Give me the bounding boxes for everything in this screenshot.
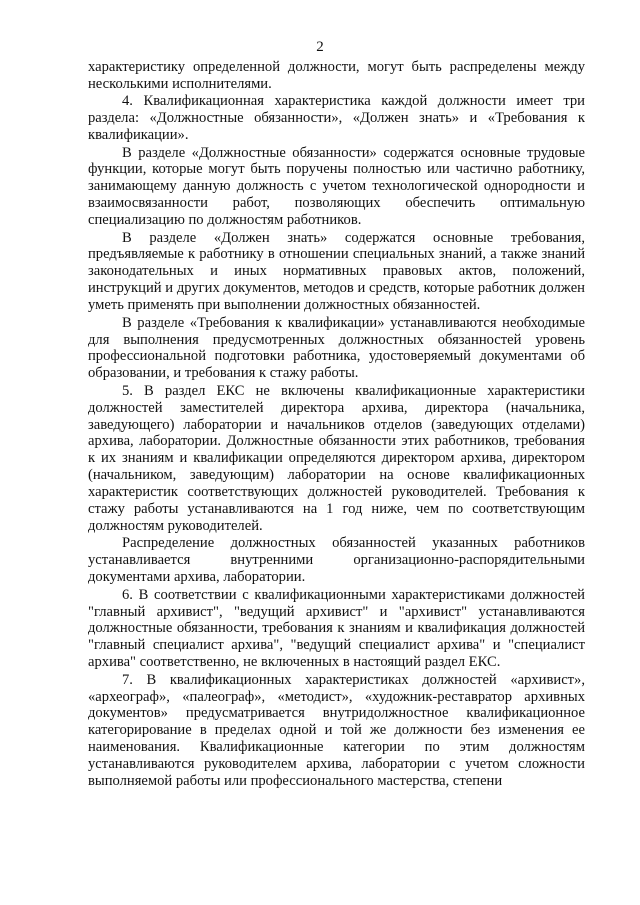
paragraph-item-6: 6. В соответствии с квалификационными характеристиками должностей "главный архивист", "ведущий архивист" и "архивист" устанавливаются должностные обязанности, требования к знаниям и квалификация должностей "главный специалист архива", "ведущий специалист архива" и "специалист архива" соответственно, не включенных в настоящий раздел ЕКС. — [88, 586, 585, 671]
paragraph-item-4: 4. Квалификационная характеристика каждой должности имеет три раздела: «Должностные обязанности», «Должен знать» и «Требования к квалификации». — [88, 93, 585, 144]
paragraph-qualification-section: В разделе «Требования к квалификации» устанавливаются необходимые для выполнения предусмотренных должностных обязанностей уровень профессиональной подготовки работника, удостоверяемый документами об образовании, и требования к стажу работы. — [88, 314, 585, 382]
page-number: 2 — [316, 39, 324, 55]
paragraph-item-5: 5. В раздел ЕКС не включены квалификационные характеристики должностей заместителей директора архива, директора (начальника, заведующего) лаборатории и начальников отделов (заведующих отделами) архива, лаборатории. Должностные обязанности этих работников, требования к их знаниям и квалификации определяются директором архива, директором (начальником, заведующим) лаборатории на основе квалификационных характеристик соответствующих должностей руководителей. Требования к стажу работы устанавливаются на 1 год ниже, чем по соответствующим должностям руководителей. — [88, 382, 585, 534]
document-body — [88, 59, 585, 790]
paragraph-duties-distribution: Распределение должностных обязанностей указанных работников устанавливается внутренними организационно-распорядительными документами архива, лаборатории. — [88, 535, 585, 586]
paragraph-item-7: 7. В квалификационных характеристиках должностей «архивист», «археограф», «палеограф», «методист», «художник-реставратор архивных документов» предусматривается внутридолжностное квалификационное категорирование в пределах одной и той же должности без изменения ее наименования. Квалификационные категории по этим должностям устанавливаются руководителем архива, лаборатории с учетом сложности выполняемой работы или профессионального мастерства, степени — [88, 671, 585, 790]
paragraph-must-know-section: В разделе «Должен знать» содержатся основные требования, предъявляемые к работнику в отношении специальных знаний, а также знаний законодательных и иных нормативных правовых актов, положений, инструкций и других документов, методов и средств, которые работник должен уметь применять при выполнении должностных обязанностей. — [88, 229, 585, 314]
paragraph-continuation: характеристику определенной должности, могут быть распределены между несколькими исполнителями. — [88, 59, 585, 92]
paragraph-duties-section: В разделе «Должностные обязанности» содержатся основные трудовые функции, которые могут быть поручены полностью или частично работнику, занимающему данную должность с учетом технологической однородности и взаимосвязанности работ, позволяющих обеспечить оптимальную специализацию по должностям работников. — [88, 144, 585, 229]
